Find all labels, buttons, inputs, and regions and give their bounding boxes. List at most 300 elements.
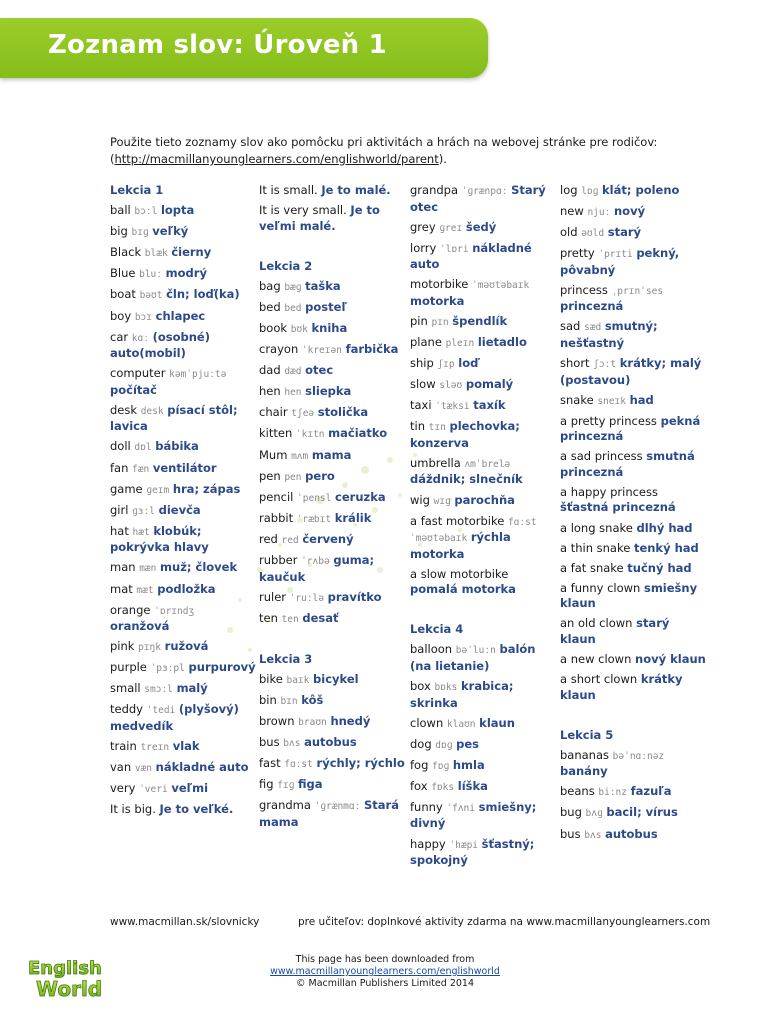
english-word: plane xyxy=(410,334,442,349)
pronunciation: sləʊ xyxy=(439,380,463,392)
pronunciation: pɪŋk xyxy=(138,642,161,654)
vocab-entry xyxy=(560,616,706,647)
vocab-entry xyxy=(110,203,256,220)
english-word: a happy princess xyxy=(560,484,658,499)
slovak-translation: banány xyxy=(560,764,608,779)
pronunciation: dɒl xyxy=(134,442,152,454)
english-word: a funny clown xyxy=(560,580,641,595)
english-word: brown xyxy=(259,714,295,729)
vocab-entry xyxy=(410,335,556,352)
english-word: mat xyxy=(110,581,133,596)
slovak-translation: ružová xyxy=(164,639,209,654)
vocab-entry xyxy=(259,279,405,296)
pronunciation: fɒks xyxy=(431,781,455,793)
vocab-entry xyxy=(110,482,256,499)
english-word: ship xyxy=(410,356,434,371)
pronunciation: mæn xyxy=(139,563,157,575)
section-gap xyxy=(410,602,556,622)
slovak-translation: klát; poleno xyxy=(602,183,680,197)
english-word: van xyxy=(110,760,132,775)
pronunciation: fæn xyxy=(132,463,150,475)
slovak-translation: otec xyxy=(305,363,334,378)
pronunciation: bɪn xyxy=(280,695,298,707)
slovak-translation: rýchla motorka xyxy=(410,530,511,561)
slovak-translation: veľmi xyxy=(171,781,209,796)
pronunciation: væn xyxy=(134,763,152,775)
pronunciation: ˈpensl xyxy=(297,492,332,504)
english-word: motorbike xyxy=(410,277,469,292)
pronunciation: bʌs xyxy=(584,829,602,841)
pronunciation: ˈveri xyxy=(139,784,168,796)
slovak-translation: plechovka; konzerva xyxy=(410,419,520,450)
english-word: umbrella xyxy=(410,455,461,470)
slovak-translation: autobus xyxy=(304,735,357,750)
section-gap xyxy=(560,708,706,728)
vocab-entry xyxy=(560,246,706,278)
slovak-translation: smutná princezná xyxy=(560,449,695,479)
vocab-entry xyxy=(110,802,256,818)
pronunciation: smɔːl xyxy=(144,684,173,696)
english-word: doll xyxy=(110,439,131,454)
pronunciation: hæt xyxy=(132,526,150,538)
english-word: Mum xyxy=(259,447,288,462)
pronunciation: bɔɪ xyxy=(134,311,152,323)
pronunciation: pen xyxy=(284,471,302,483)
slovak-translation: červený xyxy=(302,531,354,546)
english-word: tin xyxy=(410,419,425,434)
slovak-translation: motorka xyxy=(410,293,465,308)
pronunciation: bəˈluːn xyxy=(455,645,496,657)
pronunciation: klaʊn xyxy=(446,718,476,730)
slovak-translation: hnedý xyxy=(330,714,371,729)
english-word: a fast motorbike xyxy=(410,513,505,528)
english-word: dad xyxy=(259,363,281,378)
pronunciation: ˈrʌbə xyxy=(301,556,330,567)
english-word: a pretty princess xyxy=(560,413,657,428)
slovak-translation: krátky klaun xyxy=(560,672,683,702)
slovak-translation: smiešny; divný xyxy=(410,799,537,831)
pronunciation: red xyxy=(281,534,299,546)
vocab-entry xyxy=(560,414,706,445)
slovak-translation: dlhý had xyxy=(636,520,693,535)
vocab-entry xyxy=(259,532,405,549)
english-word: pen xyxy=(259,468,281,483)
pronunciation: wɪɡ xyxy=(433,495,451,507)
slovak-translation: hra; zápas xyxy=(172,481,241,496)
english-word: red xyxy=(259,531,278,546)
english-word: bus xyxy=(259,735,280,750)
english-word: an old clown xyxy=(560,616,633,631)
vocab-entry xyxy=(110,760,256,777)
slovak-translation: smutný; nešťastný xyxy=(560,319,658,350)
english-word: very xyxy=(110,781,136,796)
english-word: It is very small. xyxy=(259,203,347,218)
english-word: princess xyxy=(560,282,608,297)
english-word: funny xyxy=(410,799,443,814)
english-word: grey xyxy=(410,219,436,234)
pronunciation: tɪn xyxy=(428,422,446,434)
slovak-translation: purpurový xyxy=(188,660,256,675)
vocab-entry xyxy=(259,363,405,380)
english-word: chair xyxy=(259,405,288,420)
slovak-translation: nový xyxy=(613,204,646,219)
english-word: bin xyxy=(259,692,277,707)
english-word: dog xyxy=(410,736,432,751)
vocab-entry xyxy=(560,356,706,388)
slovak-translation: farbička xyxy=(345,342,399,357)
slovak-translation: rýchly; rýchlo xyxy=(316,756,405,771)
pronunciation: bəˈnɑːnəz xyxy=(612,750,665,762)
slovak-translation: pes xyxy=(456,736,480,751)
slovak-translation: podložka xyxy=(157,581,216,596)
english-word: ruler xyxy=(259,589,287,604)
page-title: Zoznam slov: Úroveň 1 xyxy=(48,30,387,60)
slovak-translation: počítač xyxy=(110,382,157,397)
slovak-translation: špendlík xyxy=(452,313,508,328)
vocab-entry xyxy=(259,553,405,585)
pronunciation: ˈpɜːpl xyxy=(150,663,185,675)
slovak-translation: pomalá motorka xyxy=(410,582,516,597)
lesson-heading: Lekcia 2 xyxy=(259,258,313,273)
pronunciation: ˈɡrænmɑː xyxy=(314,801,361,813)
vocab-entry xyxy=(259,590,405,607)
download-notice xyxy=(240,954,530,990)
english-word: purple xyxy=(110,660,147,675)
slovak-translation: starý klaun xyxy=(560,616,670,646)
pronunciation: ˈfʌni xyxy=(446,802,475,814)
english-word: beans xyxy=(560,784,595,799)
vocab-entry xyxy=(560,581,706,612)
slovak-translation: tenký had xyxy=(633,540,699,555)
english-word: ten xyxy=(259,610,278,625)
lesson-heading: Lekcia 4 xyxy=(410,622,464,637)
vocab-entry xyxy=(410,456,556,488)
pronunciation: bed xyxy=(284,302,302,314)
pronunciation: ˌprɪnˈses xyxy=(611,285,664,297)
pronunciation: fɑːst xyxy=(284,759,313,771)
english-word: bug xyxy=(560,805,582,820)
pronunciation: blæk xyxy=(144,248,168,260)
vocab-entry xyxy=(259,798,405,830)
word-column-3 xyxy=(410,183,556,873)
pronunciation: ˈruːlə xyxy=(289,592,324,604)
english-word: clown xyxy=(410,715,444,730)
english-word: grandpa xyxy=(410,183,459,197)
slovak-translation: pekná princezná xyxy=(560,413,701,444)
slovak-translation: posteľ xyxy=(305,299,347,314)
vocab-entry xyxy=(110,366,256,398)
pronunciation: ɡɜːl xyxy=(132,505,155,517)
english-word: boy xyxy=(110,308,132,323)
vocab-entry xyxy=(560,672,706,703)
vocab-entry xyxy=(560,748,706,780)
slovak-translation: fazuľa xyxy=(630,784,672,799)
english-word: fast xyxy=(259,756,281,771)
english-word: fog xyxy=(410,757,429,772)
vocab-entry xyxy=(110,309,256,326)
vocab-entry xyxy=(410,377,556,394)
slovak-translation: mama xyxy=(311,447,352,462)
slovak-translation: šedý xyxy=(465,219,497,234)
pronunciation: sæd xyxy=(584,322,602,334)
vocab-entry xyxy=(410,314,556,331)
vocab-entry xyxy=(110,403,256,435)
vocab-entry xyxy=(110,582,256,599)
pronunciation: bʌs xyxy=(283,738,301,750)
pronunciation: ˈtæksi xyxy=(435,401,470,413)
english-word: It is small. xyxy=(259,183,318,197)
slovak-translation: sliepka xyxy=(305,384,352,399)
lesson-heading: Lekcia 1 xyxy=(110,183,164,197)
slovak-translation: autobus xyxy=(605,826,658,841)
slovak-translation: králik xyxy=(334,510,372,525)
english-word: orange xyxy=(110,602,151,617)
pronunciation: ˈræbɪt xyxy=(296,513,332,525)
slovak-translation: Je to malé. xyxy=(321,183,391,197)
vocab-entry xyxy=(110,639,256,656)
slovak-translation: kôš xyxy=(301,692,324,707)
vocab-entry xyxy=(259,321,405,338)
english-word: fan xyxy=(110,460,129,475)
slovak-translation: Je to veľké. xyxy=(159,802,234,817)
english-word: crayon xyxy=(259,342,299,357)
slovak-translation: hmla xyxy=(452,757,485,772)
english-word: short xyxy=(560,356,590,371)
english-word: small xyxy=(110,681,141,696)
english-word: slow xyxy=(410,377,436,392)
slovak-translation: nový klaun xyxy=(635,652,706,666)
vocab-entry xyxy=(110,224,256,241)
english-word: girl xyxy=(110,502,129,517)
vocab-entry xyxy=(110,461,256,478)
english-word: pretty xyxy=(560,246,595,261)
vocab-entry xyxy=(259,342,405,359)
pronunciation: bʌɡ xyxy=(585,808,603,820)
pronunciation: kɑː xyxy=(131,332,149,344)
vocab-entry xyxy=(110,702,256,734)
englishworld-link[interactable]: www.macmillanyounglearners.com/englishworld xyxy=(270,966,500,977)
slovak-translation: mačiatko xyxy=(328,426,388,441)
slovak-translation: parochňa xyxy=(454,492,515,507)
slovak-translation: desať xyxy=(302,610,339,625)
english-word: a thin snake xyxy=(560,540,631,555)
vocab-entry xyxy=(410,737,556,754)
english-word: a short clown xyxy=(560,672,638,687)
vocab-entry xyxy=(560,521,706,537)
footer-teachers-note: pre učiteľov: doplnkové aktivity zdarma na www.macmillanyounglearners.com xyxy=(298,916,711,928)
slovak-translation: pomalý xyxy=(465,377,514,392)
vocab-entry xyxy=(259,735,405,752)
vocab-entry xyxy=(410,183,556,215)
pronunciation: fɑːst ˈməʊtəbaɪk xyxy=(410,516,537,545)
english-word: a slow motorbike xyxy=(410,566,509,581)
vocab-entry xyxy=(560,485,706,516)
vocab-entry xyxy=(110,503,256,520)
english-word: bus xyxy=(560,826,581,841)
intro-sentence: Použite tieto zoznamy slov ako pomôcku pri aktivitách a hrách na webovej stránke pre rodičov: xyxy=(110,135,658,149)
slovak-translation: chlapec xyxy=(155,308,206,323)
pronunciation: njuː xyxy=(587,207,611,219)
slovak-translation: krabica; skrinka xyxy=(410,679,514,710)
pronunciation: ten xyxy=(281,613,299,625)
english-word: balloon xyxy=(410,642,453,657)
vocab-entry xyxy=(259,300,405,317)
vocab-entry xyxy=(259,448,405,465)
vocab-entry xyxy=(410,758,556,775)
pronunciation: mæt xyxy=(136,584,154,596)
vocab-entry xyxy=(259,693,405,710)
vocab-entry xyxy=(410,514,556,563)
slovak-translation: bábika xyxy=(155,439,199,454)
vocab-entry xyxy=(110,739,256,756)
vocab-entry xyxy=(259,183,405,199)
slovak-translation: klobúk; pokrývka hlavy xyxy=(110,523,209,555)
english-word: Blue xyxy=(110,266,136,281)
pronunciation: braʊn xyxy=(298,717,327,729)
english-word: rabbit xyxy=(259,510,294,525)
slovak-translation: klaun xyxy=(479,715,515,730)
pronunciation: dæd xyxy=(284,366,302,378)
footer-dictionary-link[interactable]: www.macmillan.sk/slovnicky xyxy=(110,916,260,928)
word-column-2 xyxy=(259,183,405,835)
english-word: pink xyxy=(110,639,135,654)
slovak-translation: modrý xyxy=(165,266,207,281)
english-word: man xyxy=(110,560,136,575)
english-word: happy xyxy=(410,836,446,851)
slovak-translation: kniha xyxy=(311,320,348,335)
pronunciation: bɔːl xyxy=(134,206,158,218)
vocab-entry xyxy=(259,384,405,401)
parent-page-link[interactable]: http://macmillanyounglearners.com/englishworld/parent xyxy=(114,152,439,166)
slovak-translation: ceruzka xyxy=(335,489,386,504)
english-word: kitten xyxy=(259,426,293,441)
pronunciation: tʃeə xyxy=(291,408,315,420)
lesson-heading: Lekcia 5 xyxy=(560,727,614,742)
slovak-translation: nákladné auto xyxy=(155,760,249,775)
vocab-entry xyxy=(560,541,706,557)
pronunciation: bɒks xyxy=(434,682,458,693)
pronunciation: biːnz xyxy=(598,787,627,799)
pronunciation: ˈməʊtəbaɪk xyxy=(472,280,530,292)
pronunciation: hen xyxy=(284,387,302,399)
vocab-entry xyxy=(560,784,706,801)
english-word: It is big. xyxy=(110,802,156,817)
vocab-entry xyxy=(410,716,556,733)
vocab-entry xyxy=(410,837,556,869)
vocab-entry xyxy=(259,756,405,773)
slovak-translation: (osobné) auto(mobil) xyxy=(110,329,210,361)
slovak-translation: pekný, pôvabný xyxy=(560,246,680,277)
pronunciation: sneɪk xyxy=(597,395,626,407)
vocab-entry xyxy=(110,681,256,698)
vocab-entry xyxy=(410,398,556,415)
vocab-entry xyxy=(259,672,405,689)
vocab-entry xyxy=(560,225,706,242)
vocab-entry xyxy=(110,660,256,677)
slovak-translation: pero xyxy=(305,468,335,483)
english-word: bananas xyxy=(560,747,610,762)
slovak-translation: písací stôl; lavica xyxy=(110,402,238,434)
english-word: snake xyxy=(560,392,594,407)
slovak-translation: taška xyxy=(305,278,341,293)
english-word: a new clown xyxy=(560,652,632,666)
slovak-translation: malý xyxy=(176,681,208,696)
pronunciation: bəʊt xyxy=(139,290,163,302)
pronunciation: dɒɡ xyxy=(435,739,453,751)
vocab-entry xyxy=(110,439,256,456)
english-word: computer xyxy=(110,366,166,381)
slovak-translation: pravítko xyxy=(327,589,382,604)
slovak-translation: líška xyxy=(457,778,488,793)
pronunciation: əʊld xyxy=(581,228,605,240)
lesson-heading: Lekcia 3 xyxy=(259,651,313,666)
slovak-translation: šťastná princezná xyxy=(560,500,676,515)
vocab-entry xyxy=(259,490,405,507)
english-world-logo xyxy=(22,952,114,1004)
vocab-entry xyxy=(560,283,706,315)
pronunciation: ˈɒrɪndʒ xyxy=(154,605,195,617)
pronunciation: bæɡ xyxy=(284,281,302,293)
vocab-entry xyxy=(410,356,556,373)
slovak-translation: taxík xyxy=(473,398,506,413)
pronunciation: ˈprɪti xyxy=(598,249,633,261)
pronunciation: treɪn xyxy=(140,742,170,754)
vocab-entry xyxy=(560,652,706,668)
vocab-entry xyxy=(259,611,405,628)
english-word: ball xyxy=(110,203,131,218)
pronunciation: mʌm xyxy=(291,450,309,462)
english-word: desk xyxy=(110,402,138,417)
vocab-entry xyxy=(410,419,556,451)
vocab-entry xyxy=(110,781,256,798)
english-word: car xyxy=(110,329,129,344)
vocab-entry xyxy=(410,220,556,237)
english-word: Black xyxy=(110,245,142,260)
slovak-translation: čierny xyxy=(171,245,212,260)
slovak-translation: veľký xyxy=(152,224,189,239)
vocab-entry xyxy=(110,524,256,556)
pronunciation: ɡeɪm xyxy=(146,484,170,496)
slovak-translation: princezná xyxy=(560,299,624,314)
slovak-translation: (plyšový) medvedík xyxy=(110,702,239,733)
slovak-translation: starý xyxy=(607,225,642,240)
vocab-entry xyxy=(259,203,405,234)
pronunciation: ˈtedi xyxy=(146,705,176,717)
vocab-entry xyxy=(410,800,556,832)
slovak-translation: Starý otec xyxy=(410,183,546,214)
pronunciation: ʃɔːt xyxy=(593,359,617,371)
english-word: bike xyxy=(259,671,283,686)
vocab-entry xyxy=(410,779,556,796)
logo-line-1: English xyxy=(28,958,102,979)
english-word: new xyxy=(560,204,584,219)
vocab-entry xyxy=(560,204,706,221)
vocab-entry xyxy=(410,567,556,598)
slovak-translation: bicykel xyxy=(313,671,359,686)
english-word: box xyxy=(410,679,431,693)
vocab-entry xyxy=(410,277,556,309)
english-word: pencil xyxy=(259,489,294,504)
english-word: a fat snake xyxy=(560,560,624,575)
vocab-entry xyxy=(110,603,256,635)
pronunciation: ˈkreɪən xyxy=(301,345,342,357)
vocab-entry xyxy=(110,560,256,577)
slovak-translation: stolička xyxy=(317,405,369,420)
pronunciation: lɒɡ xyxy=(581,186,599,197)
pronunciation: bɪɡ xyxy=(131,227,149,239)
slovak-translation: Je to veľmi malé. xyxy=(259,203,380,233)
vocab-entry xyxy=(110,245,256,262)
